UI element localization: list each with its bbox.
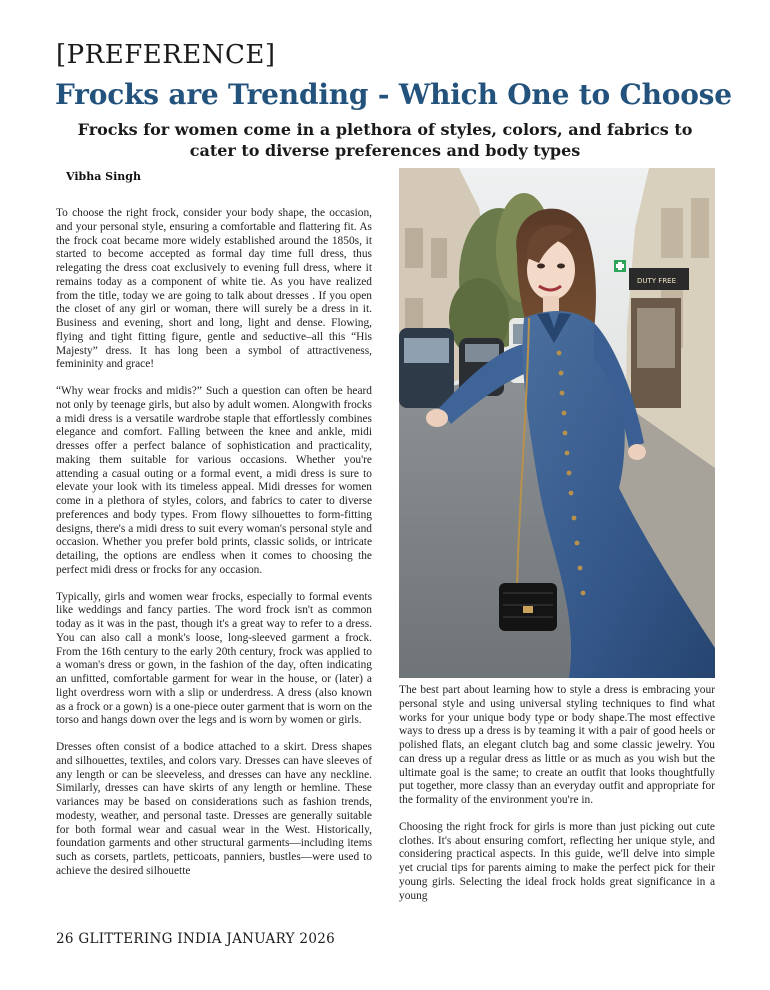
body-paragraph: Dresses often consist of a bodice attached to a skirt. Dress shapes and silhouettes, textiles, and colors vary. Dresses can have sleeves of any length or can be sleeveless, and dresses can have any neckline. Similarly, dresses can have skirts of any length or hemline. These variances may be based on considerations such as fashion trends, modesty, weather, and personal taste. Dresses are generally suitable for both formal wear and casual wear in the West. Historically, foundation garments and other structural garments—including items such as corsets, partlets, petticoats, panniers, bustles—were used to achieve the desired silhouette — [56, 741, 372, 877]
body-paragraph: The best part about learning how to style a dress is embracing your personal style and using universal styling techniques to find what works for your unique body type or body shape.The most effective ways to dress up a dress is by teaming it with a pair of good heels or polished flats, an elegant clutch bag and some classic jewelry. You can dress up a regular dress as little or as much as you wish but the ultimate goal is the same; to create an outfit that looks thoughtfully put together, more classy than an everyday outfit and appropriate for the formality of the environment you're in. — [399, 684, 715, 806]
body-paragraph: Choosing the right frock for girls is more than just picking out cute clothes. It's about ensuring comfort, reflecting her unique style, and considering practical aspects. In this guide, we'll delve into simple yet crucial tips for parents aiming to make the perfect pick for their young girls. Selecting the ideal frock holds great significance in a young — [399, 820, 715, 902]
page-folio: 26 GLITTERING INDIA JANUARY 2026 — [56, 931, 335, 947]
right-column — [399, 684, 715, 916]
article-standfirst: Frocks for women come in a plethora of styles, colors, and fabrics to cater to diverse preferences and body types — [77, 120, 693, 160]
author-byline: Vibha Singh — [66, 170, 141, 183]
fashion-photo — [399, 168, 715, 678]
body-paragraph: Typically, girls and women wear frocks, especially to formal events like weddings and fancy parties. The word frock isn't as common today as it was in the past, though it's a great way to refer to a dress. You can also call a monk's loose, long-sleeved garment a frock. From the 16th century to the early 20th century, frock was applied to a woman's dress or gown, in the fashion of the day, often indicating an unfitted, comfortable garment for wear in the house, or (later) a light overdress worn with a slip or underdress. A dress (also known as a frock or a gown) is a one-piece outer garment that is worn on the torso and hangs down over the legs and is worn by women or girls. — [56, 590, 372, 727]
article-headline: Frocks are Trending - Which One to Choose — [55, 78, 732, 111]
section-tag: [PREFERENCE] — [56, 40, 276, 70]
body-paragraph: “Why wear frocks and midis?” Such a question can often be heard not only by teenage girls, but also by adult women. Alongwith frocks a midi dress is a versatile wardrobe staple that effortlessly combines elegance and comfort. Falling between the knee and ankle, midi dresses offer a perfect balance of sophistication and practicality, making them suitable for various occasions. Whether you're attending a casual outing or a formal event, a midi dress is sure to elevate your look with its timeless appeal. Midi dresses for women come in a plethora of styles, colors, and fabrics to cater to diverse preferences and body types. From flowy silhouettes to form-fitting designs, there's a midi dress to suit every woman's personal style and occasion. Whether you prefer bold prints, classic solids, or intricate detailing, the options are endless when it comes to choosing the perfect midi dress or frocks for any occasion. — [56, 385, 372, 576]
left-column — [56, 207, 372, 892]
shop-sign: DUTY FREE — [637, 277, 677, 285]
body-paragraph: To choose the right frock, consider your body shape, the occasion, and your personal style, ensuring a comfortable and flattering fit. As the frock coat became more widely established around the 1850s, it started to become accepted as formal day time full dress, thus relegating the dress coat exclusively to evening full dress, where it remains today as a component of white tie. As you have realized from the title, today we are going to talk about dresses . If you open the closet of any girl or woman, there will surely be a dress in it. Business and evening, short and long, light and dense. Flowing, flying and tight fitting figure, gentle and seductive–all this “His Majesty” dress. It has long been a symbol of attractiveness, femininity and grace! — [56, 207, 372, 371]
